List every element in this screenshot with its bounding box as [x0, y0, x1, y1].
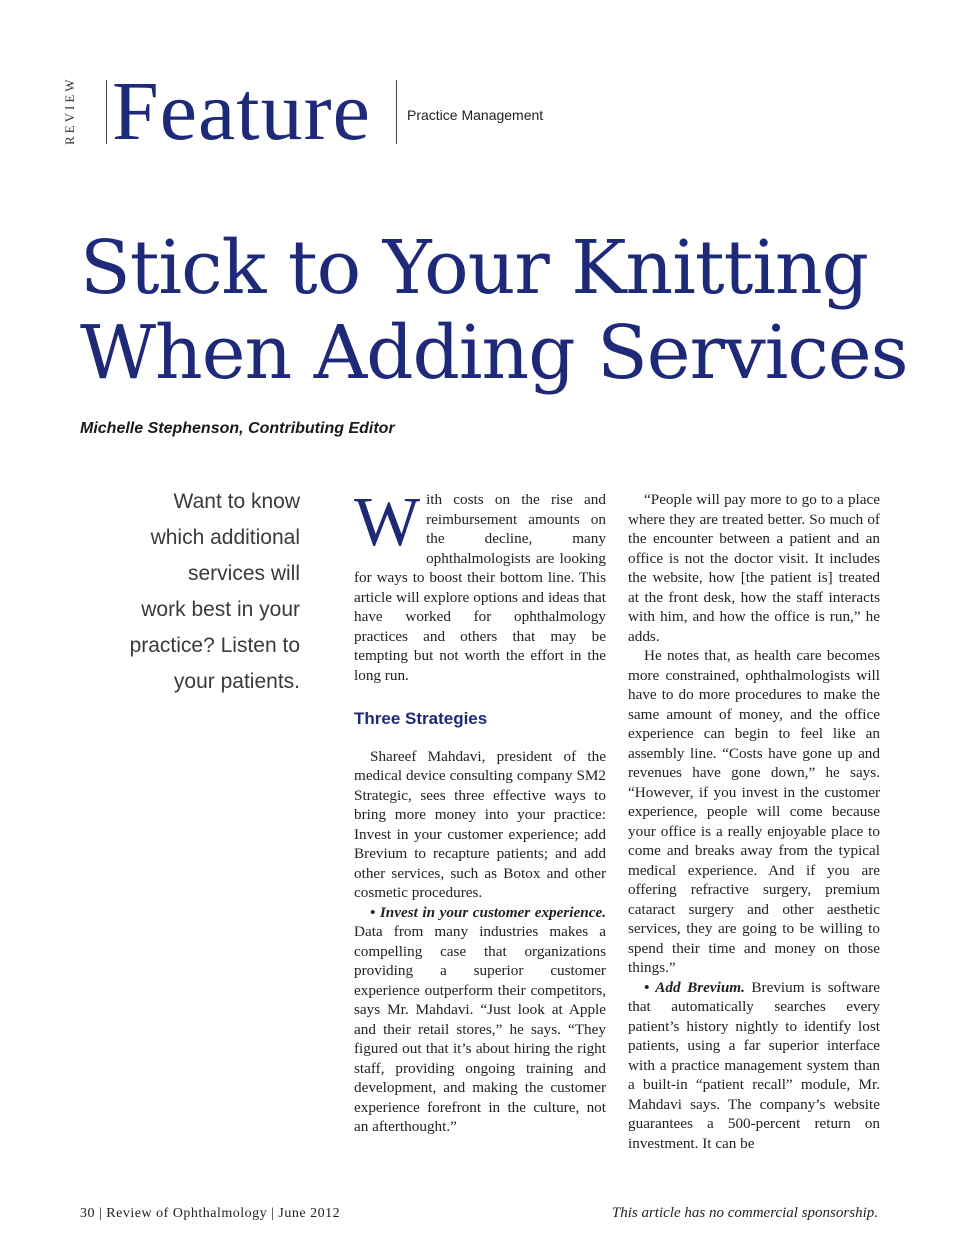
page-footer-folio: 30 | Review of Ophthalmology | June 2012 [80, 1206, 341, 1221]
bullet-lead: • Invest in your customer experience. [370, 903, 606, 921]
article-headline [80, 226, 940, 396]
pull-quote-line: which additional [150, 526, 300, 549]
body-paragraph [354, 903, 606, 1137]
section-subtitle: Practice Management [407, 107, 544, 123]
bullet-lead: • Add Brevium. [644, 978, 745, 996]
byline: Michelle Stephenson, Contributing Editor [80, 420, 395, 437]
intro-text: ith costs on the rise and reimbursement amounts on the decline, many ophthalmologists are looking for ways to boost their bottom line. This article will explore options and ideas that have worked for ophthalmology practices and others that may be tempting but not worth the effort in the long run. [354, 491, 606, 684]
header-divider-left [106, 80, 107, 144]
body-paragraph [628, 978, 880, 1154]
body-paragraph: “People will pay more to go to a place where they are treated better. So much of the encounter between a patient and an office is not the doctor visit. It includes the website, how [the patient is] treated at the front desk, how the staff interacts with him, and how the office is run,” he adds. [628, 491, 880, 645]
side-review-label: REVIEW [62, 76, 77, 145]
article-column-1 [354, 484, 606, 1137]
pull-quote-line: your patients. [173, 670, 300, 693]
intro-paragraph [354, 484, 606, 685]
pull-quote-line: services will [187, 562, 300, 585]
headline-line-1: Stick to Your Knitting [80, 225, 869, 311]
body-paragraph: He notes that, as health care becomes more constrained, ophthalmologists will have to do more procedures to make the same amount of money, and the office experience can begin to feel like an assembly line. “Costs have gone up and revenues have gone down,” he says. “However, if you invest in the customer experience, people will come because your office is a really enjoyable place to come and breaks away from the typical medical experience. And if you are offering refractive surgery, premium cataract surgery and other aesthetic services, they are going to be willing to spend their time and money on those things.” [628, 647, 880, 976]
pull-quote-line: work best in your [141, 598, 300, 621]
bullet-body: Brevium is software that automatically searches every patient’s history nightly to identify lost patients, using a far superior interface with a practice management system than a built-in “patient recall” module, Mr. Mahdavi says. The company’s website guarantees a 500-percent return on investment. It can be [628, 978, 880, 1152]
body-paragraph: Shareef Mahdavi, president of the medical device consulting company SM2 Strategic, sees three effective ways to bring more money into your practice: Invest in your customer experience; add Brevium to recapture patients; and add other services, such as Botox and other cosmetic procedures. [354, 747, 606, 901]
drop-cap: W [354, 484, 421, 561]
header-divider-right [396, 80, 397, 144]
article-column-2 [628, 490, 880, 1153]
pull-quote-line: Want to know [173, 490, 300, 513]
bullet-body: Data from many industries makes a compelling case that organizations providing a superior customer experience outperform their competitors, says Mr. Mahdavi. “Just look at Apple and their retail stores,” he says. “They figured out that it’s about hiring the right staff, providing ongoing training and development, and making the customer experience forefront in the culture, not an afterthought.” [354, 923, 606, 1135]
pull-quote-line: practice? Listen to [129, 634, 300, 657]
pull-quote [100, 484, 300, 700]
section-title: Feature [112, 65, 371, 158]
headline-line-2: When Adding Services [80, 310, 908, 396]
sponsorship-note: This article has no commercial sponsorship. [611, 1205, 878, 1221]
subheading: Three Strategies [354, 709, 488, 728]
